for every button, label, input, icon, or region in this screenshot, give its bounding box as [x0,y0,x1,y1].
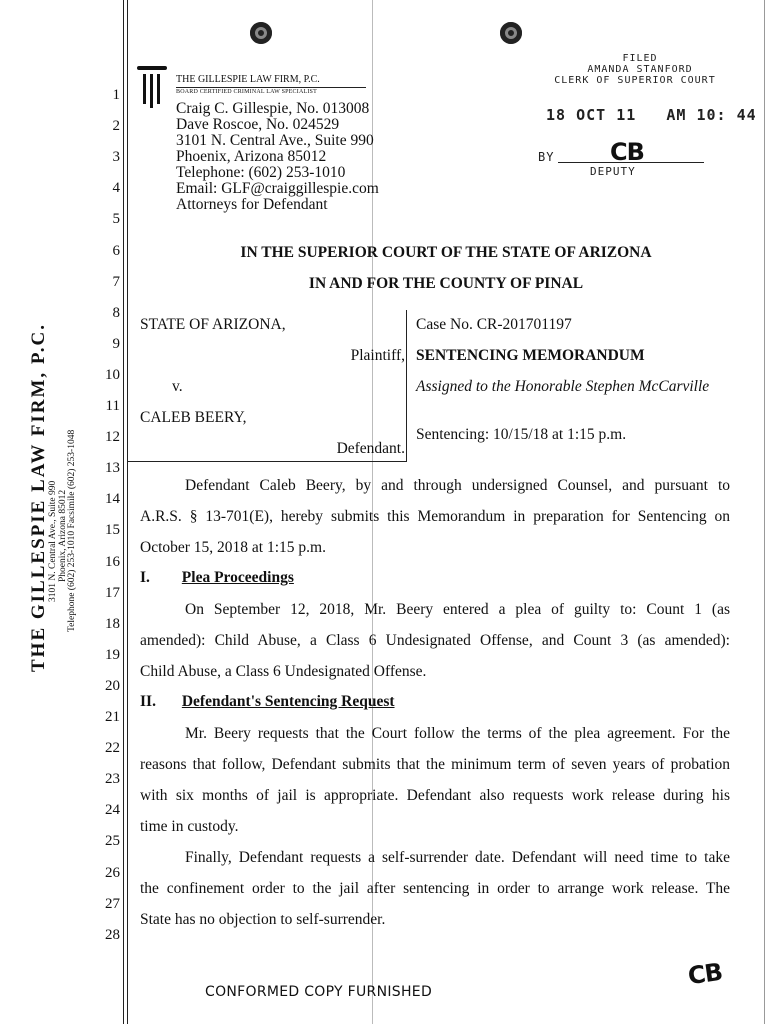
line-number: 11 [105,398,120,414]
line-number: 24 [105,802,120,819]
section-2-heading [140,693,395,711]
footer-initials: CB [686,957,724,991]
letterhead-tagline: BOARD CERTIFIED CRIMINAL LAW SPECIALIST [176,89,317,95]
firm-telephone: Telephone: (602) 253-1010 [176,164,346,181]
intro-line-2: A.R.S. § 13-701(E), hereby submits this Memorandum in preparation for Sentencing on [140,508,730,525]
clerk-name: AMANDA STANFORD [587,64,693,75]
conformed-copy-stamp: CONFORMED COPY FURNISHED [205,984,433,1000]
filed-by-initials: CB [610,138,644,166]
clerk-title: CLERK OF SUPERIOR COURT [554,75,716,86]
attorney-1: Craig C. Gillespie, No. 013008 [176,100,370,117]
letterhead-rule [176,87,366,88]
section-2-title: Defendant's Sentencing Request [181,693,395,710]
line-number: 13 [105,460,120,477]
assigned-judge: Assigned to the Honorable Stephen McCarville [416,378,710,395]
section-1-heading [140,569,294,587]
line-number: 2 [112,118,120,135]
letterhead-block [176,101,379,213]
case-number: Case No. CR-201701197 [416,316,572,333]
line-number: 6 [112,242,120,259]
line-number: 7 [112,273,120,290]
sidebar-firm-city: Phoenix, Arizona 85012 [58,489,68,582]
line-number: 16 [105,553,120,570]
section-2-number: II. [140,693,156,710]
line-number: 1 [112,87,120,103]
caption-defendant-role: Defendant. [336,440,405,457]
sidebar-firm-name: THE GILLESPIE LAW FIRM, P.C. [28,323,49,672]
line-number: 19 [105,646,120,663]
margin-rule-left-1 [123,0,124,1024]
line-number: 23 [105,771,120,788]
section-1-line-1: On September 12, 2018, Mr. Beery entered a plea of guilty to: Count 1 (as [185,601,730,618]
sidebar-firm-phones: Telephone (602) 253-1010 Facsimile (602) 253-1048 [67,429,77,632]
line-number: 10 [105,366,120,383]
firm-logo [137,66,169,106]
punch-hole-right [500,22,522,44]
line-number: 20 [105,677,120,694]
firm-address: 3101 N. Central Ave., Suite 990 [176,132,374,149]
line-number: 8 [112,304,120,321]
attorneys-for: Attorneys for Defendant [176,196,328,213]
section-2-line-1: Mr. Beery requests that the Court follow the terms of the plea agreement. For the [185,725,730,742]
line-number: 28 [105,926,120,943]
line-number: 3 [112,149,120,166]
letterhead-firm: THE GILLESPIE LAW FIRM, P.C. [176,74,320,85]
filed-by-label: BY [538,150,555,164]
line-number: 14 [105,491,120,508]
caption-bottom-rule [128,461,407,462]
line-number: 9 [112,335,120,352]
line-number: 5 [112,211,120,228]
caption-defendant: CALEB BEERY, [140,409,247,426]
line-number: 18 [105,615,120,632]
section-2-line-2: reasons that follow, Defendant submits that the minimum term of seven years of probation [140,756,730,773]
line-number: 22 [105,740,120,757]
section-2-line-4: time in custody. [140,818,239,835]
section-2b-line-2: the confinement order to the jail after sentencing in order to arrange work release. The [140,880,730,897]
filed-datetime: 18 OCT 11 AM 10: 44 [546,106,757,124]
sidebar-firm-address: 3101 N. Central Ave., Suite 990 [48,480,58,602]
section-2-line-3: with six months of jail is appropriate. Defendant also requests work release during his [140,787,730,804]
court-title-line-2: IN AND FOR THE COUNTY OF PINAL [308,275,584,292]
document-title: SENTENCING MEMORANDUM [416,347,645,364]
line-number: 27 [105,895,120,912]
line-number: 15 [105,522,120,539]
section-1-title: Plea Proceedings [181,569,294,586]
margin-rule-left-2 [127,0,128,1024]
filed-deputy: DEPUTY [590,165,636,178]
section-2b-line-1: Finally, Defendant requests a self-surrender date. Defendant will need time to take [185,849,730,866]
intro-line-1: Defendant Caleb Beery, by and through undersigned Counsel, and pursuant to [185,477,730,494]
caption-plaintiff: STATE OF ARIZONA, [140,316,286,333]
filed-label: FILED [622,53,658,64]
attorney-2: Dave Roscoe, No. 024529 [176,116,340,133]
line-number: 17 [105,584,120,601]
court-title-line-1: IN THE SUPERIOR COURT OF THE STATE OF ARIZONA [240,244,652,261]
sentencing-date: Sentencing: 10/15/18 at 1:15 p.m. [416,426,627,443]
line-number: 4 [112,180,120,197]
margin-rule-right [764,0,765,1024]
section-1-number: I. [140,569,150,586]
section-1-line-3: Child Abuse, a Class 6 Undesignated Offense. [140,663,427,680]
caption-versus: v. [172,378,183,395]
section-2b-line-3: State has no objection to self-surrender. [140,911,386,928]
punch-hole-left [250,22,272,44]
intro-line-3: October 15, 2018 at 1:15 p.m. [140,539,326,556]
line-number: 12 [105,429,120,446]
filed-stamp [520,54,720,86]
line-number: 21 [105,709,120,725]
section-1-line-2: amended): Child Abuse, a Class 6 Undesignated Offense, and Count 3 (as amended): [140,632,730,649]
line-number: 26 [105,864,120,881]
line-number: 25 [105,833,120,850]
caption-plaintiff-role: Plaintiff, [350,347,405,364]
caption-vertical-divider [406,310,407,462]
firm-city: Phoenix, Arizona 85012 [176,148,327,165]
firm-email: Email: GLF@craiggillespie.com [176,180,379,197]
